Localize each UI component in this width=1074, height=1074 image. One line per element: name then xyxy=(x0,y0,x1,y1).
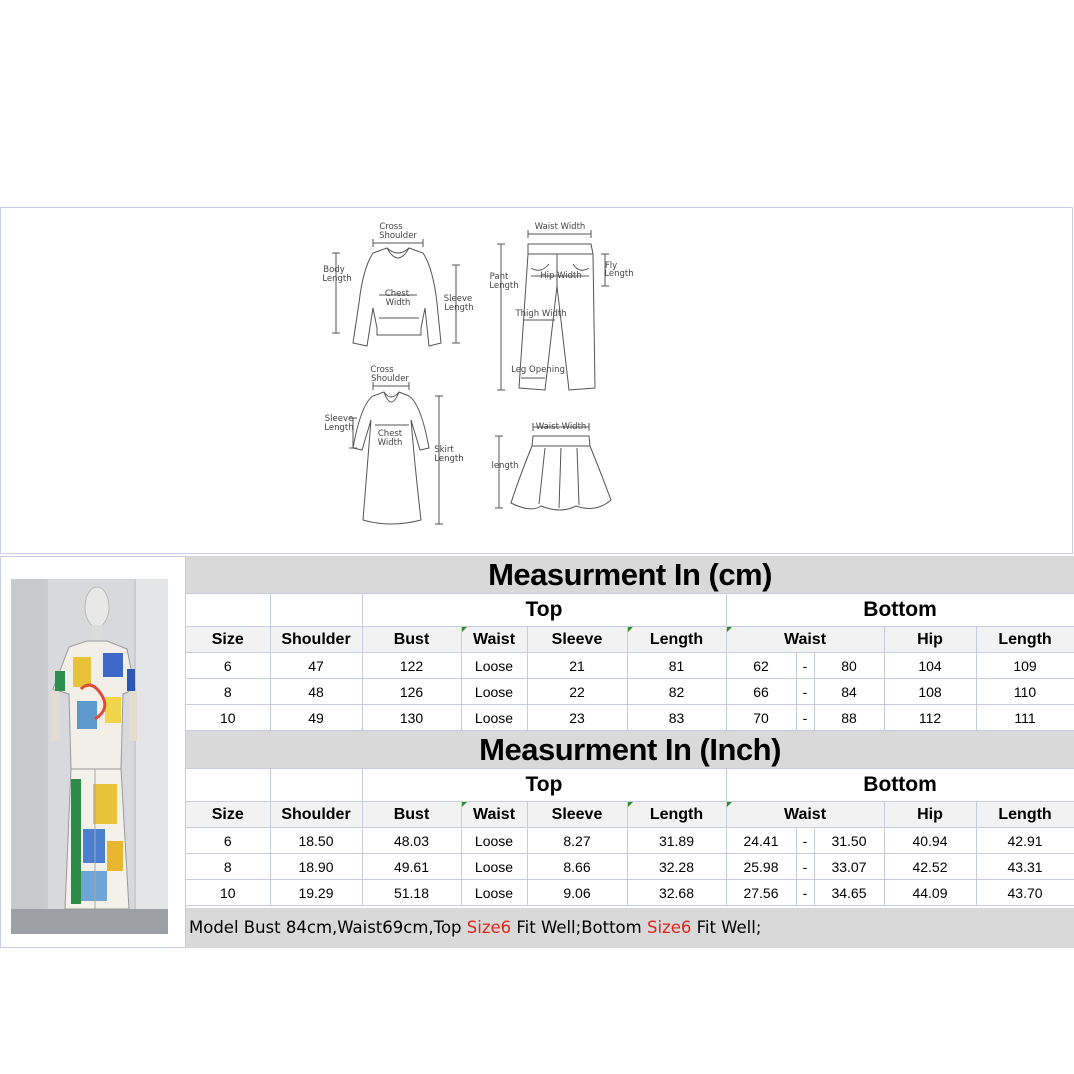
table-cell: 10 xyxy=(186,705,270,731)
inch-header-bottom-length: Length xyxy=(976,802,1074,828)
pants-fly-length-label-2: Length xyxy=(604,269,634,279)
cm-group-bottom: Bottom xyxy=(726,594,1074,627)
table-cell: Loose xyxy=(461,854,527,880)
table-cell: - xyxy=(796,705,814,731)
skirt-waist-width-label: Waist Width xyxy=(535,422,587,432)
table-cell: Loose xyxy=(461,705,527,731)
cm-header-size: Size xyxy=(186,627,270,653)
table-cell: 10 xyxy=(186,880,270,906)
inch-header-bust: Bust xyxy=(362,802,461,828)
table-cell: - xyxy=(796,854,814,880)
dress-cross-shoulder-label-2: Shoulder xyxy=(371,374,409,384)
table-cell: 110 xyxy=(976,679,1074,705)
top-chest-width-label-2: Width xyxy=(385,298,411,308)
table-cell: 48 xyxy=(270,679,362,705)
dress-skirt-length-label-1: Skirt xyxy=(434,445,454,455)
table-cell: 21 xyxy=(527,653,627,679)
table-cell: - xyxy=(796,880,814,906)
table-cell: Loose xyxy=(461,653,527,679)
inch-group-empty-1 xyxy=(186,769,270,802)
table-cell: Loose xyxy=(461,880,527,906)
table-cell: 70 xyxy=(726,705,796,731)
model-fit-note xyxy=(186,908,1074,948)
model-photo xyxy=(11,579,168,934)
table-cell: 32.68 xyxy=(627,880,726,906)
dress-sleeve-length-label-1: Sleeve xyxy=(324,414,354,424)
table-cell: 8.66 xyxy=(527,854,627,880)
bottom-fit-size: Size6 xyxy=(646,918,692,937)
table-cell: 84 xyxy=(814,679,884,705)
pants-thigh-width-label: Thigh Width xyxy=(515,309,567,319)
inch-header-size: Size xyxy=(186,802,270,828)
pants-pant-length-label-1: Pant xyxy=(489,272,509,282)
inch-header-shoulder: Shoulder xyxy=(270,802,362,828)
cm-header-shoulder: Shoulder xyxy=(270,627,362,653)
table-cell: 6 xyxy=(186,653,270,679)
table-cell: 40.94 xyxy=(884,828,976,854)
table-cell: 23 xyxy=(527,705,627,731)
top-body-length-label-1: Body xyxy=(323,265,345,275)
table-cell: - xyxy=(796,653,814,679)
table-cell: 33.07 xyxy=(814,854,884,880)
pants-pant-length-label-2: Length xyxy=(489,281,519,291)
inch-group-empty-2 xyxy=(270,769,362,802)
table-cell: 18.90 xyxy=(270,854,362,880)
cm-row-size-6 xyxy=(186,653,1074,679)
table-cell: Loose xyxy=(461,679,527,705)
cm-header-hip: Hip xyxy=(884,627,976,653)
table-cell: 9.06 xyxy=(527,880,627,906)
table-cell: Loose xyxy=(461,828,527,854)
table-cell: 27.56 xyxy=(726,880,796,906)
size-chart xyxy=(186,556,1074,948)
cm-header-bottom-waist: Waist xyxy=(726,627,884,653)
top-body-length-label-2: Length xyxy=(322,274,352,284)
cm-group-empty-2 xyxy=(270,594,362,627)
pants-waist-width-label: Waist Width xyxy=(534,222,586,232)
size-diagram-panel xyxy=(0,207,1073,554)
table-cell: 44.09 xyxy=(884,880,976,906)
table-cell: 8 xyxy=(186,854,270,880)
table-cell: 31.50 xyxy=(814,828,884,854)
size-chart-table xyxy=(186,556,1074,906)
inch-row-size-8 xyxy=(186,854,1074,880)
cm-row-size-8 xyxy=(186,679,1074,705)
table-cell: 31.89 xyxy=(627,828,726,854)
table-cell: 6 xyxy=(186,828,270,854)
table-cell: - xyxy=(796,828,814,854)
table-cell: 88 xyxy=(814,705,884,731)
table-cell: 112 xyxy=(884,705,976,731)
table-cell: 111 xyxy=(976,705,1074,731)
note-text-1: Model Bust 84cm,Waist69cm,Top xyxy=(189,918,467,937)
table-cell: 43.70 xyxy=(976,880,1074,906)
cm-row-size-10 xyxy=(186,705,1074,731)
table-cell: 34.65 xyxy=(814,880,884,906)
table-cell: 104 xyxy=(884,653,976,679)
table-cell: 109 xyxy=(976,653,1074,679)
dress-skirt-length-label-2: Length xyxy=(434,454,464,464)
table-cell: 81 xyxy=(627,653,726,679)
cm-group-empty-1 xyxy=(186,594,270,627)
dress-sleeve-length-label-2: Length xyxy=(324,423,354,433)
table-cell: 22 xyxy=(527,679,627,705)
cm-header-bottom-length: Length xyxy=(976,627,1074,653)
dress-cross-shoulder-label-1: Cross xyxy=(370,365,394,375)
dress-chest-width-label-1: Chest xyxy=(377,429,403,439)
table-cell: 49.61 xyxy=(362,854,461,880)
top-sleeve-length-label-2: Length xyxy=(444,303,474,313)
inch-group-top: Top xyxy=(362,769,726,802)
table-cell: 130 xyxy=(362,705,461,731)
table-cell: 83 xyxy=(627,705,726,731)
table-cell: 66 xyxy=(726,679,796,705)
table-cell: 8.27 xyxy=(527,828,627,854)
table-cell: 42.52 xyxy=(884,854,976,880)
table-cell: 19.29 xyxy=(270,880,362,906)
inch-row-size-10 xyxy=(186,880,1074,906)
inch-header-waist: Waist xyxy=(461,802,527,828)
inch-header-bottom-waist: Waist xyxy=(726,802,884,828)
top-sleeve-length-label-1: Sleeve xyxy=(443,294,473,304)
table-cell: 8 xyxy=(186,679,270,705)
dress-diagram xyxy=(349,382,443,524)
pants-fly-length-label-1: Fly xyxy=(604,261,618,271)
garment-diagrams xyxy=(1,208,1074,555)
table-cell: 42.91 xyxy=(976,828,1074,854)
inch-header-sleeve: Sleeve xyxy=(527,802,627,828)
table-cell: 82 xyxy=(627,679,726,705)
cm-header-sleeve: Sleeve xyxy=(527,627,627,653)
cm-header-waist: Waist xyxy=(461,627,527,653)
table-cell: 122 xyxy=(362,653,461,679)
dress-chest-width-label-2: Width xyxy=(377,438,403,448)
table-cell: 24.41 xyxy=(726,828,796,854)
pants-hip-width-label: Hip Width xyxy=(540,271,582,281)
table-cell: 80 xyxy=(814,653,884,679)
table-cell: 25.98 xyxy=(726,854,796,880)
top-cross-shoulder-label-2: Shoulder xyxy=(379,231,417,241)
note-text-3: Fit Well; xyxy=(691,918,762,937)
table-cell: 49 xyxy=(270,705,362,731)
table-cell: 47 xyxy=(270,653,362,679)
inch-section-title: Measurment In (Inch) xyxy=(186,731,1074,769)
table-cell: 32.28 xyxy=(627,854,726,880)
table-cell: 126 xyxy=(362,679,461,705)
pants-leg-opening-label: Leg Opening xyxy=(511,365,565,375)
cm-header-bust: Bust xyxy=(362,627,461,653)
table-cell: 62 xyxy=(726,653,796,679)
table-cell: 43.31 xyxy=(976,854,1074,880)
top-fit-size: Size6 xyxy=(466,918,512,937)
top-cross-shoulder-label-1: Cross xyxy=(379,222,403,232)
table-cell: 18.50 xyxy=(270,828,362,854)
inch-header-length: Length xyxy=(627,802,726,828)
table-cell: - xyxy=(796,679,814,705)
inch-row-size-6 xyxy=(186,828,1074,854)
inch-group-bottom: Bottom xyxy=(726,769,1074,802)
skirt-length-label: length xyxy=(491,461,519,471)
inch-header-hip: Hip xyxy=(884,802,976,828)
note-text-2: Fit Well;Bottom xyxy=(511,918,647,937)
cm-group-top: Top xyxy=(362,594,726,627)
cm-section-title: Measurment In (cm) xyxy=(186,556,1074,594)
table-cell: 108 xyxy=(884,679,976,705)
table-cell: 51.18 xyxy=(362,880,461,906)
top-chest-width-label-1: Chest xyxy=(384,289,410,299)
table-cell: 48.03 xyxy=(362,828,461,854)
model-photo-panel xyxy=(0,556,186,948)
cm-header-length: Length xyxy=(627,627,726,653)
